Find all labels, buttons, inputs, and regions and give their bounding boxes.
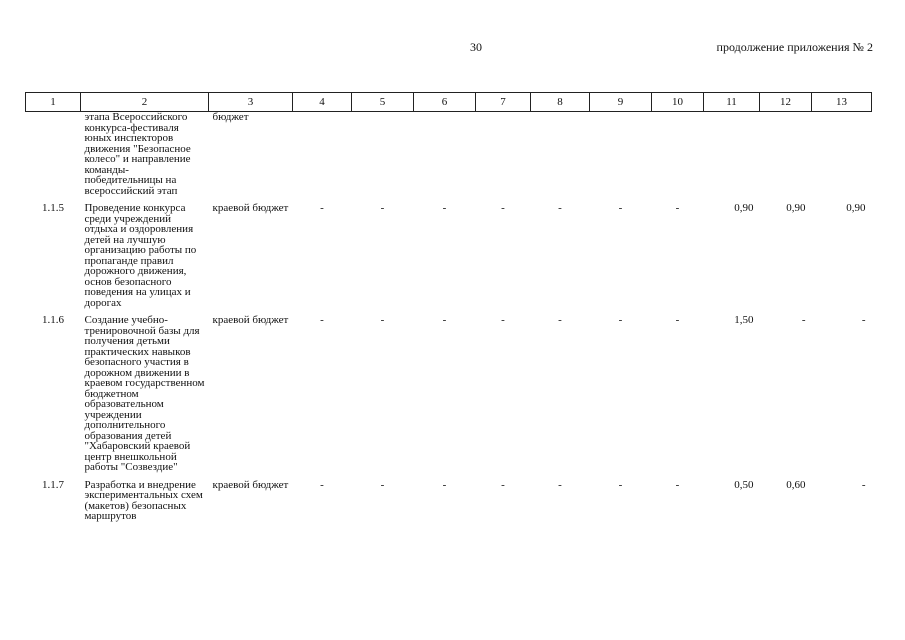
row-number: 1.1.5 [42, 202, 64, 214]
column-header-3: 3 [209, 93, 293, 112]
row-value-col-5: - [380, 314, 385, 326]
row-number [26, 112, 81, 197]
row-value-col-9 [590, 112, 652, 197]
table-row [26, 112, 872, 197]
column-header-6: 6 [414, 93, 476, 112]
row-value-col-12 [760, 112, 812, 197]
row-funding-source: краевой бюджет [212, 202, 289, 214]
column-header-4: 4 [293, 93, 352, 112]
row-value-col-10: - [675, 202, 680, 214]
row-value-col-8: - [558, 478, 562, 491]
row-funding-source: бюджет [212, 111, 249, 123]
column-header-9: 9 [590, 93, 652, 112]
row-number: 1.1.7 [42, 478, 64, 491]
row-number: 1.1.6 [42, 314, 64, 326]
row-value-col-5 [352, 112, 414, 197]
column-header-13: 13 [812, 93, 872, 112]
table-header-row [26, 93, 872, 112]
row-value-col-11: 0,90 [734, 202, 754, 214]
row-funding-source: краевой бюджет [212, 314, 289, 326]
column-header-11: 11 [704, 93, 760, 112]
row-value-col-5: - [380, 478, 385, 491]
column-header-5: 5 [352, 93, 414, 112]
appendix-note: продолжение приложения № 2 [716, 40, 873, 54]
row-value-col-13: - [861, 478, 866, 491]
row-value-col-11: 0,50 [734, 478, 754, 491]
row-value-col-4 [293, 112, 352, 197]
row-funding-source: краевой бюджет [212, 478, 289, 491]
row-value-col-12: 0,90 [786, 202, 806, 214]
column-header-12: 12 [760, 93, 812, 112]
budget-table [25, 92, 872, 522]
row-description: этапа Всероссийского конкурса-фестиваля юных инспекторов движения "Безопасное колесо" и направление команды-победительницы на всероссийский этап [84, 111, 191, 197]
row-value-col-6: - [442, 478, 447, 491]
column-header-2: 2 [81, 93, 209, 112]
column-header-1: 1 [26, 93, 81, 112]
row-value-col-12: 0,60 [786, 478, 806, 491]
row-value-col-11 [704, 112, 760, 197]
row-value-col-4: - [320, 478, 324, 491]
row-value-col-9: - [618, 478, 623, 491]
row-description: Проведение конкурса среди учреждений отдыха и оздоровления детей на лучшую организацию работы по пропаганде правил дорожного движения, основ безопасного поведения на улицах и дорогах [84, 202, 197, 309]
row-value-col-6: - [442, 202, 447, 214]
row-value-col-7: - [501, 314, 505, 326]
row-description: Создание учебно-тренировочной базы для получения детьми практических навыков безопасного участия в дорожном движении в краевом государственном бюджетном образовательном учреждении дополнительного образования детей "Хабаровский краевой центр внешкольной работы "Созвездие" [84, 314, 205, 473]
row-value-col-13: - [861, 314, 866, 326]
column-header-7: 7 [476, 93, 531, 112]
row-value-col-11: 1,50 [734, 314, 754, 326]
column-header-10: 10 [652, 93, 704, 112]
page-number: 30 [470, 40, 482, 54]
row-value-col-9: - [618, 314, 623, 326]
row-value-col-13 [812, 112, 872, 197]
row-value-col-4: - [320, 314, 324, 326]
row-description: Разработка и внедрение экспериментальных схем (макетов) безопасных маршрутов [84, 478, 203, 522]
row-value-col-10 [652, 112, 704, 197]
row-value-col-8: - [558, 314, 562, 326]
row-value-col-9: - [618, 202, 623, 214]
table-row [26, 196, 872, 308]
row-value-col-8 [531, 112, 590, 197]
row-value-col-7: - [501, 478, 505, 491]
column-header-8: 8 [531, 93, 590, 112]
row-value-col-13: 0,90 [846, 202, 866, 214]
row-value-col-4: - [320, 202, 324, 214]
row-value-col-7: - [501, 202, 505, 214]
row-value-col-12: - [801, 314, 806, 326]
row-value-col-6: - [442, 314, 447, 326]
table-row [26, 308, 872, 473]
row-value-col-8: - [558, 202, 562, 214]
row-value-col-5: - [380, 202, 385, 214]
row-value-col-7 [476, 112, 531, 197]
row-value-col-10: - [675, 314, 680, 326]
row-value-col-10: - [675, 478, 680, 491]
row-value-col-6 [414, 112, 476, 197]
table-row [26, 473, 872, 522]
